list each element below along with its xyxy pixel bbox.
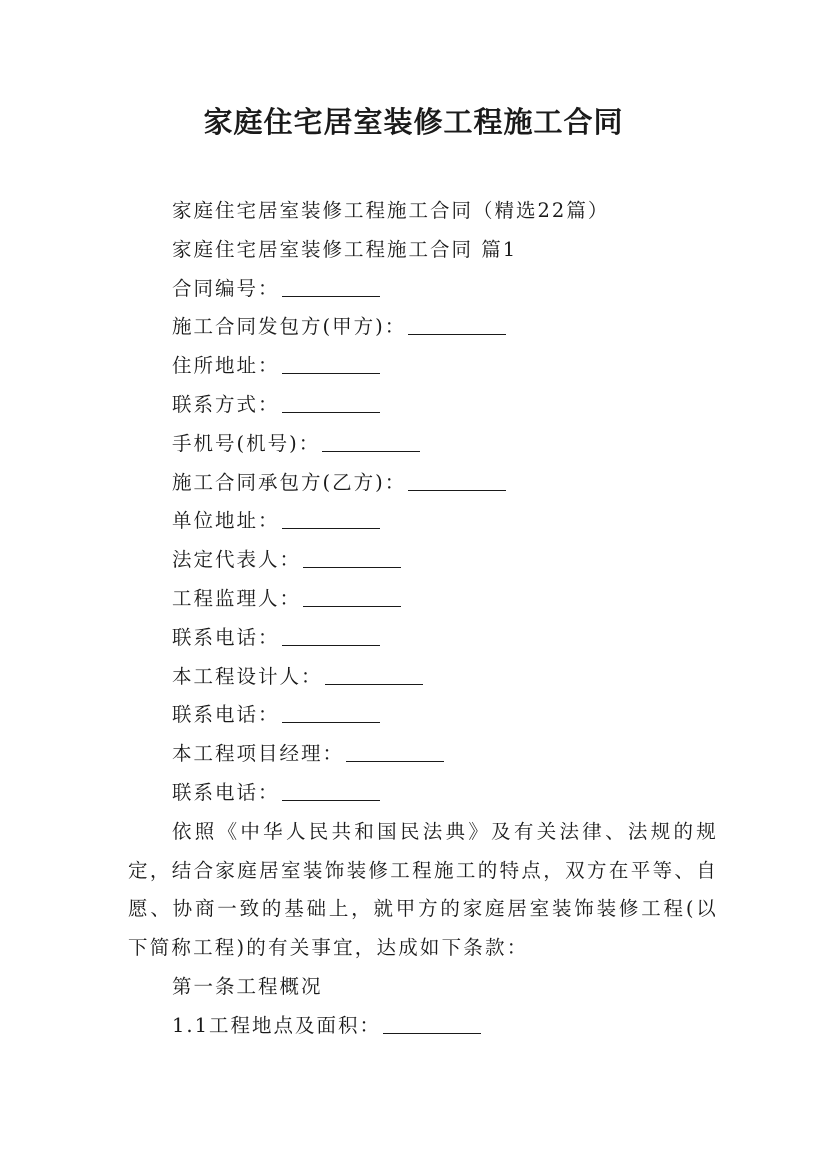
field-residence-address [128, 347, 718, 386]
field-party-b [128, 464, 718, 503]
fill-blank [282, 703, 380, 724]
section-heading: 家庭住宅居室装修工程施工合同 篇1 [172, 237, 518, 261]
fill-blank [408, 315, 506, 336]
field-label: 联系电话： [172, 703, 280, 727]
field-label: 施工合同发包方(甲方)： [172, 315, 407, 339]
fill-blank [303, 548, 401, 569]
field-party-a [128, 308, 718, 347]
field-label: 联系方式： [172, 392, 280, 416]
field-contact-phone [128, 774, 718, 813]
field-label: 本工程设计人： [172, 664, 323, 688]
field-label: 本工程项目经理： [172, 742, 345, 766]
field-contact-phone [128, 696, 718, 735]
fill-blank [282, 276, 380, 297]
fill-blank [346, 742, 444, 763]
fill-blank [282, 509, 380, 530]
fill-blank [282, 780, 380, 801]
fill-blank [282, 354, 380, 375]
field-project-manager [128, 735, 718, 774]
fill-blank [408, 470, 506, 491]
fill-blank [303, 586, 401, 607]
field-project-supervisor [128, 580, 718, 619]
field-label: 联系电话： [172, 625, 280, 649]
preamble-paragraph: 依照《中华人民共和国民法典》及有关法律、法规的规定，结合家庭居室装饰装修工程施工的特点，双方在平等、自愿、协商一致的基础上，就甲方的家庭居室装饰装修工程(以下简称工程)的有关事宜，达成如下条款： [128, 819, 718, 960]
field-label: 手机号(机号)： [172, 431, 321, 455]
field-label: 住所地址： [172, 354, 280, 378]
field-contact-method [128, 386, 718, 425]
document-subtitle: 家庭住宅居室装修工程施工合同（精选22篇） [172, 199, 610, 222]
field-company-address [128, 502, 718, 541]
field-label: 工程监理人： [172, 586, 302, 610]
field-label: 联系电话： [172, 780, 280, 804]
field-label: 法定代表人： [172, 548, 302, 572]
field-label: 单位地址： [172, 509, 280, 533]
article-heading: 第一条工程概况 [172, 974, 323, 998]
article-item-label: 1.1工程地点及面积： [172, 1013, 382, 1037]
fill-blank [282, 625, 380, 646]
fill-blank [322, 431, 420, 452]
article-item [128, 1007, 718, 1046]
field-legal-representative [128, 541, 718, 580]
document-body [128, 192, 718, 1046]
field-contract-number [128, 270, 718, 309]
fill-blank [325, 664, 423, 685]
fill-blank [383, 1013, 481, 1034]
document-title: 家庭住宅居室装修工程施工合同 [203, 105, 624, 139]
field-label: 合同编号： [172, 276, 280, 300]
field-project-designer [128, 658, 718, 697]
field-label: 施工合同承包方(乙方)： [172, 470, 407, 494]
field-contact-phone [128, 619, 718, 658]
field-mobile [128, 425, 718, 464]
fill-blank [282, 392, 380, 413]
